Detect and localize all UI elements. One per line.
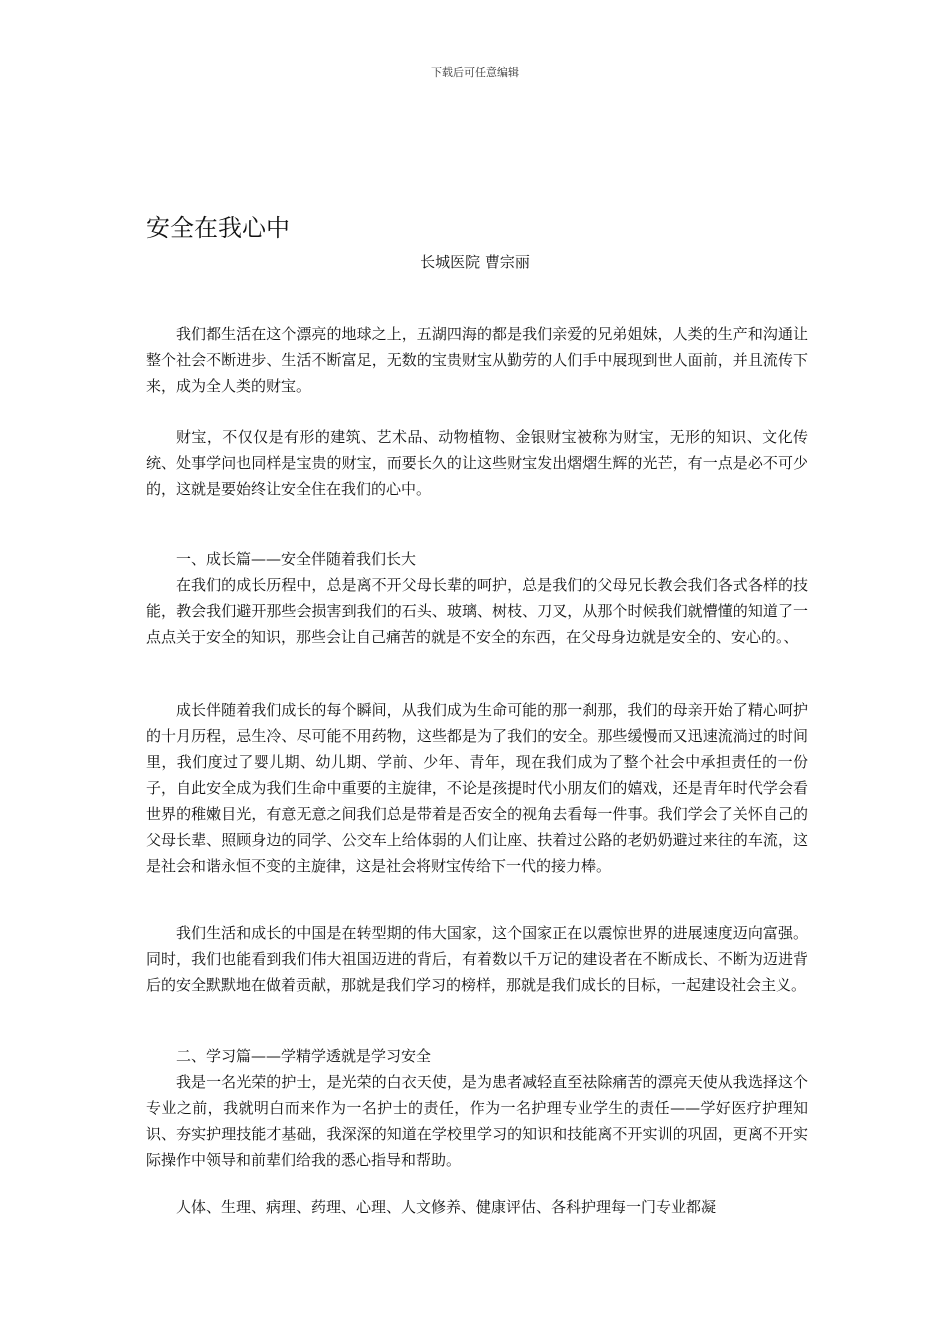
header-note: 下载后可任意编辑 (431, 66, 519, 79)
section-1-paragraph-3-block (146, 920, 808, 998)
section-1-paragraph: 成长伴随着我们成长的每个瞬间，从我们成为生命可能的那一刹那，我们的母亲开始了精心呵护的十月历程，忌生冷、尽可能不用药物，这些都是为了我们的安全。那些缓慢而又迅速流淌过的时间里，我们度过了婴儿期、幼儿期、学前、少年、青年，现在我们成为了整个社会中承担责任的一份子，自此安全成为我们生命中重要的主旋律，不论是孩提时代小朋友们的嬉戏，还是青年时代学会看世界的稚嫩目光，有意无意之间我们总是带着是否安全的视角去看每一件事。我们学会了关怀自己的父母长辈、照顾身边的同学、公交车上给体弱的人们让座、扶着过公路的老奶奶避过来往的车流，这是社会和谐永恒不变的主旋律，这是社会将财宝传给下一代的接力棒。 (146, 701, 808, 875)
section-1-block (146, 546, 808, 650)
intro-paragraph-1-block (146, 321, 808, 399)
intro-paragraph-2-block (146, 424, 808, 502)
intro-paragraph: 财宝，不仅仅是有形的建筑、艺术品、动物植物、金银财宝被称为财宝，无形的知识、文化传统、处事学问也同样是宝贵的财宝，而要长久的让这些财宝发出熠熠生辉的光芒，有一点是必不可少的，这就是要始终让安全住在我们的心中。 (146, 428, 808, 498)
intro-paragraph: 我们都生活在这个漂亮的地球之上，五湖四海的都是我们亲爱的兄弟姐妹，人类的生产和沟通让整个社会不断进步、生活不断富足，无数的宝贵财宝从勤劳的人们手中展现到世人面前，并且流传下来，成为全人类的财宝。 (146, 325, 808, 395)
section-1-heading: 一、成长篇——安全伴随着我们长大 (176, 550, 417, 568)
section-1-paragraph-2-block (146, 697, 808, 879)
section-2-block (146, 1043, 808, 1173)
section-2-paragraph: 我是一名光荣的护士，是光荣的白衣天使，是为患者减轻直至祛除痛苦的漂亮天使从我选择这个专业之前，我就明白而来作为一名护士的责任，作为一名护理专业学生的责任——学好医疗护理知识、夯实护理技能才基础，我深深的知道在学校里学习的知识和技能离不开实训的巩固，更离不开实际操作中领导和前辈们给我的悉心指导和帮助。 (146, 1073, 808, 1169)
author-byline: 长城医院 曹宗丽 (420, 253, 530, 271)
section-2-paragraph-2-block (146, 1194, 808, 1220)
section-1-paragraph: 我们生活和成长的中国是在转型期的伟大国家，这个国家正在以震惊世界的进展速度迈向富强。同时，我们也能看到我们伟大祖国迈进的背后，有着数以千万记的建设者在不断成长、不断为迈进背后的安全默默地在做着贡献，那就是我们学习的榜样，那就是我们成长的目标，一起建设社会主义。 (146, 924, 808, 994)
section-2-heading: 二、学习篇——学精学透就是学习安全 (176, 1047, 432, 1065)
document-title: 安全在我心中 (146, 214, 290, 242)
section-1-paragraph: 在我们的成长历程中，总是离不开父母长辈的呵护，总是我们的父母兄长教会我们各式各样的技能，教会我们避开那些会损害到我们的石头、玻璃、树枝、刀叉，从那个时候我们就懵懂的知道了一点点关于安全的知识，那些会让自己痛苦的就是不安全的东西，在父母身边就是安全的、安心的。、 (146, 576, 808, 646)
section-2-paragraph: 人体、生理、病理、药理、心理、人文修养、健康评估、各科护理每一门专业都凝 (176, 1198, 717, 1216)
